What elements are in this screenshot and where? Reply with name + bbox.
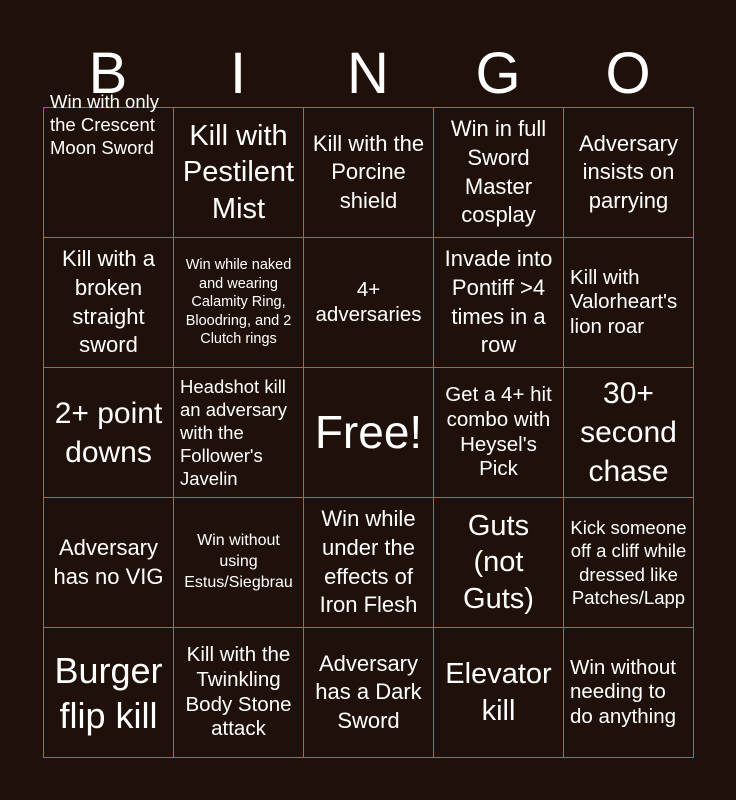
cell-text: Win while naked and wearing Calamity Ring, Bloodring, and 2 Clutch rings: [185, 257, 292, 348]
bingo-cell[interactable]: [173, 107, 304, 238]
cell-text: Elevator kill: [445, 658, 552, 727]
bingo-cell[interactable]: [563, 237, 694, 368]
cell-text: Kill with the Twinkling Body Stone attack: [185, 643, 292, 741]
bingo-cell[interactable]: [433, 237, 564, 368]
header-letter-g: G: [475, 41, 521, 106]
bingo-cell[interactable]: [173, 367, 304, 498]
header-letter-n: N: [347, 41, 389, 106]
bingo-cell[interactable]: [43, 91, 174, 238]
cell-text: Adversary insists on parrying: [578, 130, 679, 213]
bingo-cell[interactable]: [43, 627, 174, 758]
cell-text: Win with only the Crescent Moon Sword: [50, 91, 159, 159]
bingo-cell[interactable]: [563, 367, 694, 498]
cell-text: Headshot kill an adversary with the Follower's Javelin: [180, 375, 287, 490]
header-letter-i: I: [229, 41, 247, 106]
bingo-grid: [43, 91, 693, 757]
bingo-cell[interactable]: [303, 627, 434, 758]
cell-text: Win without needing to do anything: [570, 655, 677, 728]
cell-text: Kill with a broken straight sword: [62, 246, 155, 358]
bingo-cell[interactable]: [433, 497, 564, 628]
bingo-cell[interactable]: [433, 627, 564, 758]
cell-text: Adversary has no VIG: [53, 534, 164, 589]
cell-text: Burger flip kill: [54, 649, 163, 736]
bingo-cell[interactable]: [173, 497, 304, 628]
cell-text: Adversary has a Dark Sword: [315, 650, 422, 733]
bingo-cell[interactable]: [303, 107, 434, 238]
cell-text: Kill with the Porcine shield: [312, 130, 425, 213]
bingo-cell-free[interactable]: [303, 367, 434, 498]
header-letter-o: O: [605, 41, 651, 106]
cell-text: Get a 4+ hit combo with Heysel's Pick: [445, 383, 552, 481]
bingo-cell[interactable]: [173, 237, 304, 368]
bingo-cell[interactable]: [303, 497, 434, 628]
cell-text: Kill with Pestilent Mist: [182, 120, 295, 225]
bingo-cell[interactable]: [43, 497, 174, 628]
cell-text: Win in full Sword Master cosplay: [450, 116, 547, 228]
bingo-cell[interactable]: [563, 627, 694, 758]
bingo-cell[interactable]: [173, 627, 304, 758]
bingo-cell[interactable]: [433, 107, 564, 238]
cell-text: Invade into Pontiff >4 times in a row: [444, 246, 553, 358]
cell-text: 30+ second chase: [580, 377, 677, 488]
header-letter-b: B: [88, 41, 128, 106]
bingo-cell[interactable]: [433, 367, 564, 498]
cell-text: 2+ point downs: [54, 396, 163, 469]
cell-text: Free!: [314, 405, 423, 458]
cell-text: Guts (not Guts): [463, 510, 534, 615]
bingo-cell[interactable]: [43, 237, 174, 368]
cell-text: Win without using Estus/Siegbrau: [184, 532, 293, 591]
cell-text: 4+ adversaries: [315, 277, 422, 326]
cell-text: Kick someone off a cliff while dressed like Patches/Lapp: [570, 517, 687, 608]
cell-text: Win while under the effects of Iron Flesh: [319, 506, 418, 618]
bingo-cell[interactable]: [563, 107, 694, 238]
bingo-cell[interactable]: [563, 497, 694, 628]
bingo-cell[interactable]: [43, 367, 174, 498]
cell-text: Kill with Valorheart's lion roar: [570, 265, 678, 338]
bingo-cell[interactable]: [303, 237, 434, 368]
